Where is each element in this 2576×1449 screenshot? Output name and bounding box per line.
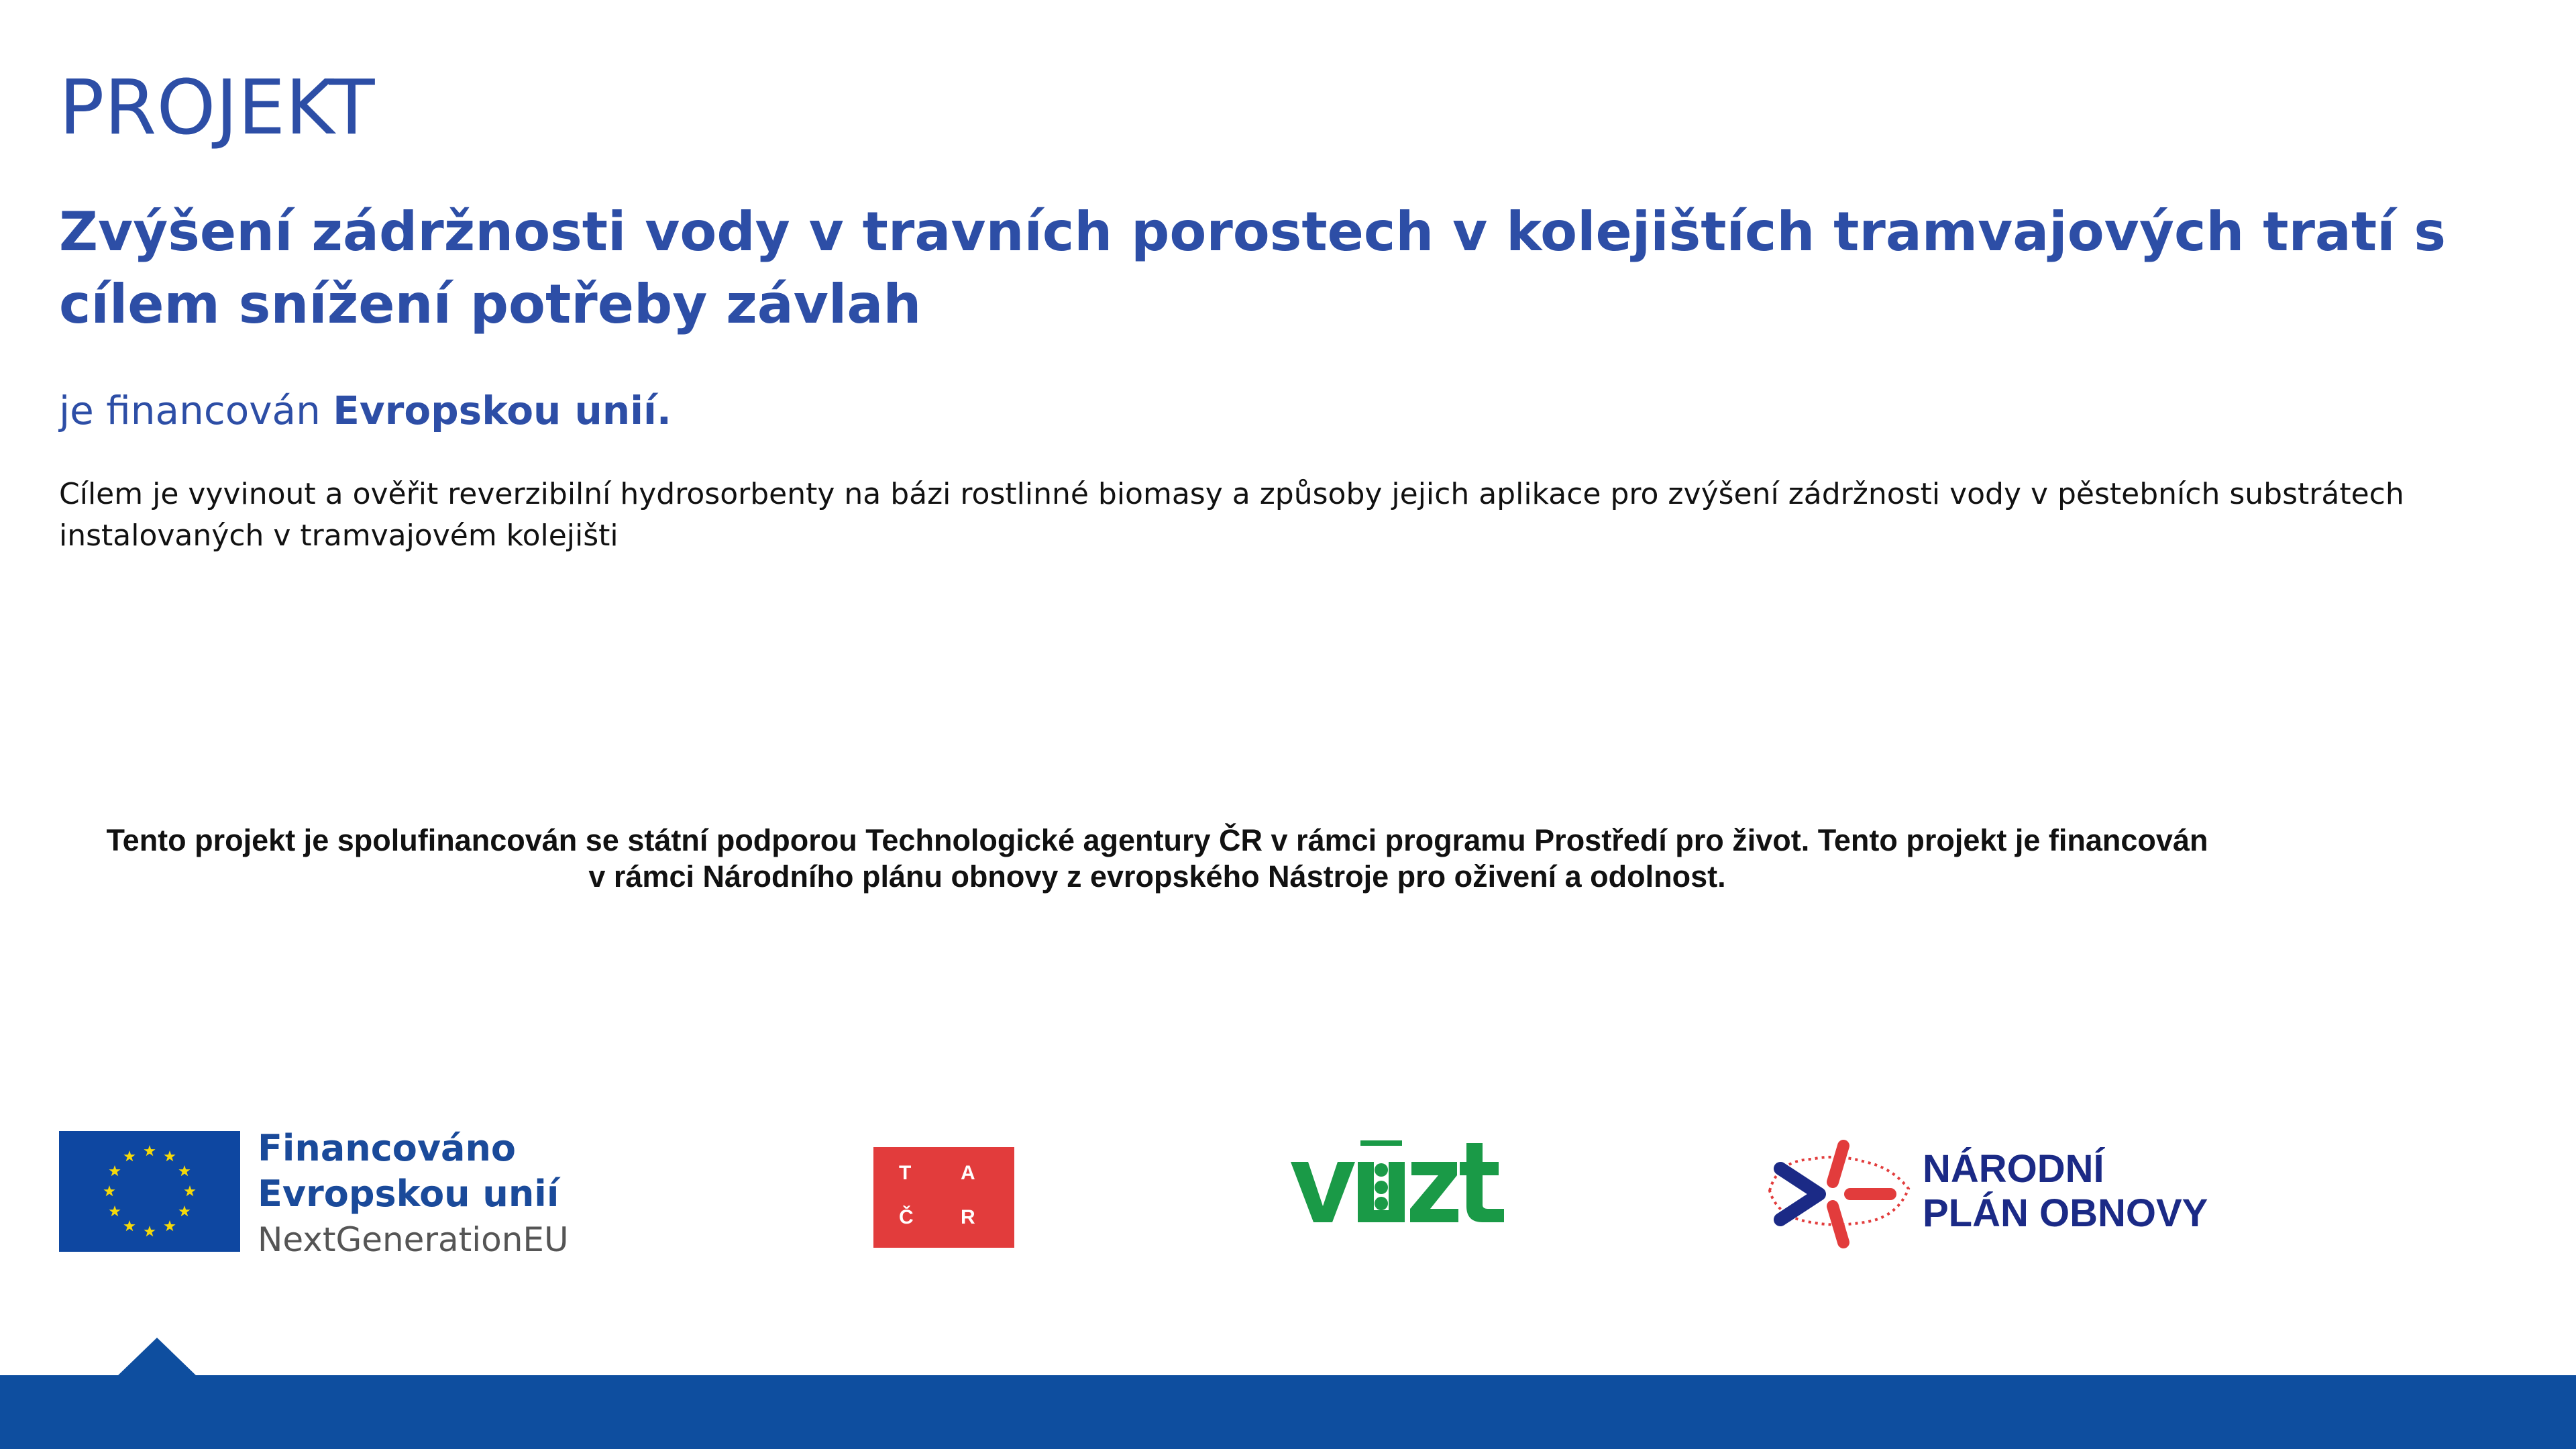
tacr-letter-c: Č: [899, 1206, 914, 1228]
funding-statement: [59, 388, 672, 435]
tacr-letter-t: T: [899, 1162, 912, 1184]
eu-logo-line-3: NextGenerationEU: [258, 1220, 569, 1259]
tacr-letter-a: A: [961, 1162, 975, 1184]
npo-logo-text: [1923, 1147, 2208, 1236]
funding-prefix: je financován: [59, 388, 321, 433]
footer-notch: [117, 1338, 197, 1377]
page-heading: PROJEKT: [59, 64, 375, 152]
cofinancing-note: [54, 822, 2261, 895]
npo-logo-line-1: NÁRODNÍ: [1923, 1147, 2104, 1191]
footer-bar: [0, 1375, 2576, 1449]
tacr-logo: [873, 1147, 1014, 1248]
eu-logo-line-2: Evropskou unií: [258, 1173, 559, 1215]
cofinancing-line-2: v rámci Národního plánu obnovy z evropského Nástroje pro oživení a odolnost.: [588, 859, 1726, 894]
npo-logo-line-2: PLÁN OBNOVY: [1923, 1191, 2208, 1235]
eu-flag-icon: [59, 1131, 240, 1252]
narodni-plan-obnovy-logo: [1758, 1127, 2241, 1261]
eu-logo-line-1: Financováno: [258, 1127, 517, 1169]
eu-logo-text: [258, 1126, 569, 1263]
project-title: Zvýšení zádržnosti vody v travních porostech v kolejištích tramvajových tratí s cílem snížení potřeby závlah: [59, 201, 2447, 335]
tacr-letter-r: R: [961, 1206, 975, 1228]
npo-emblem-icon: [1758, 1127, 1919, 1261]
cofinancing-line-1: Tento projekt je spolufinancován se státní podporou Technologické agentury ČR v rámci programu Prostředí pro život. Tento projekt je financován: [106, 823, 2208, 857]
funding-emphasis: Evropskou unií.: [333, 388, 672, 433]
vuzt-logo: [1291, 1134, 1519, 1234]
project-description: Cílem je vyvinout a ověřit reverzibilní hydrosorbenty na bázi rostlinné biomasy a způsoby jejich aplikace pro zvýšení zádržnosti vody v pěstebních substrátech instalovaných v tramvajovém kolejišti: [59, 477, 2404, 553]
